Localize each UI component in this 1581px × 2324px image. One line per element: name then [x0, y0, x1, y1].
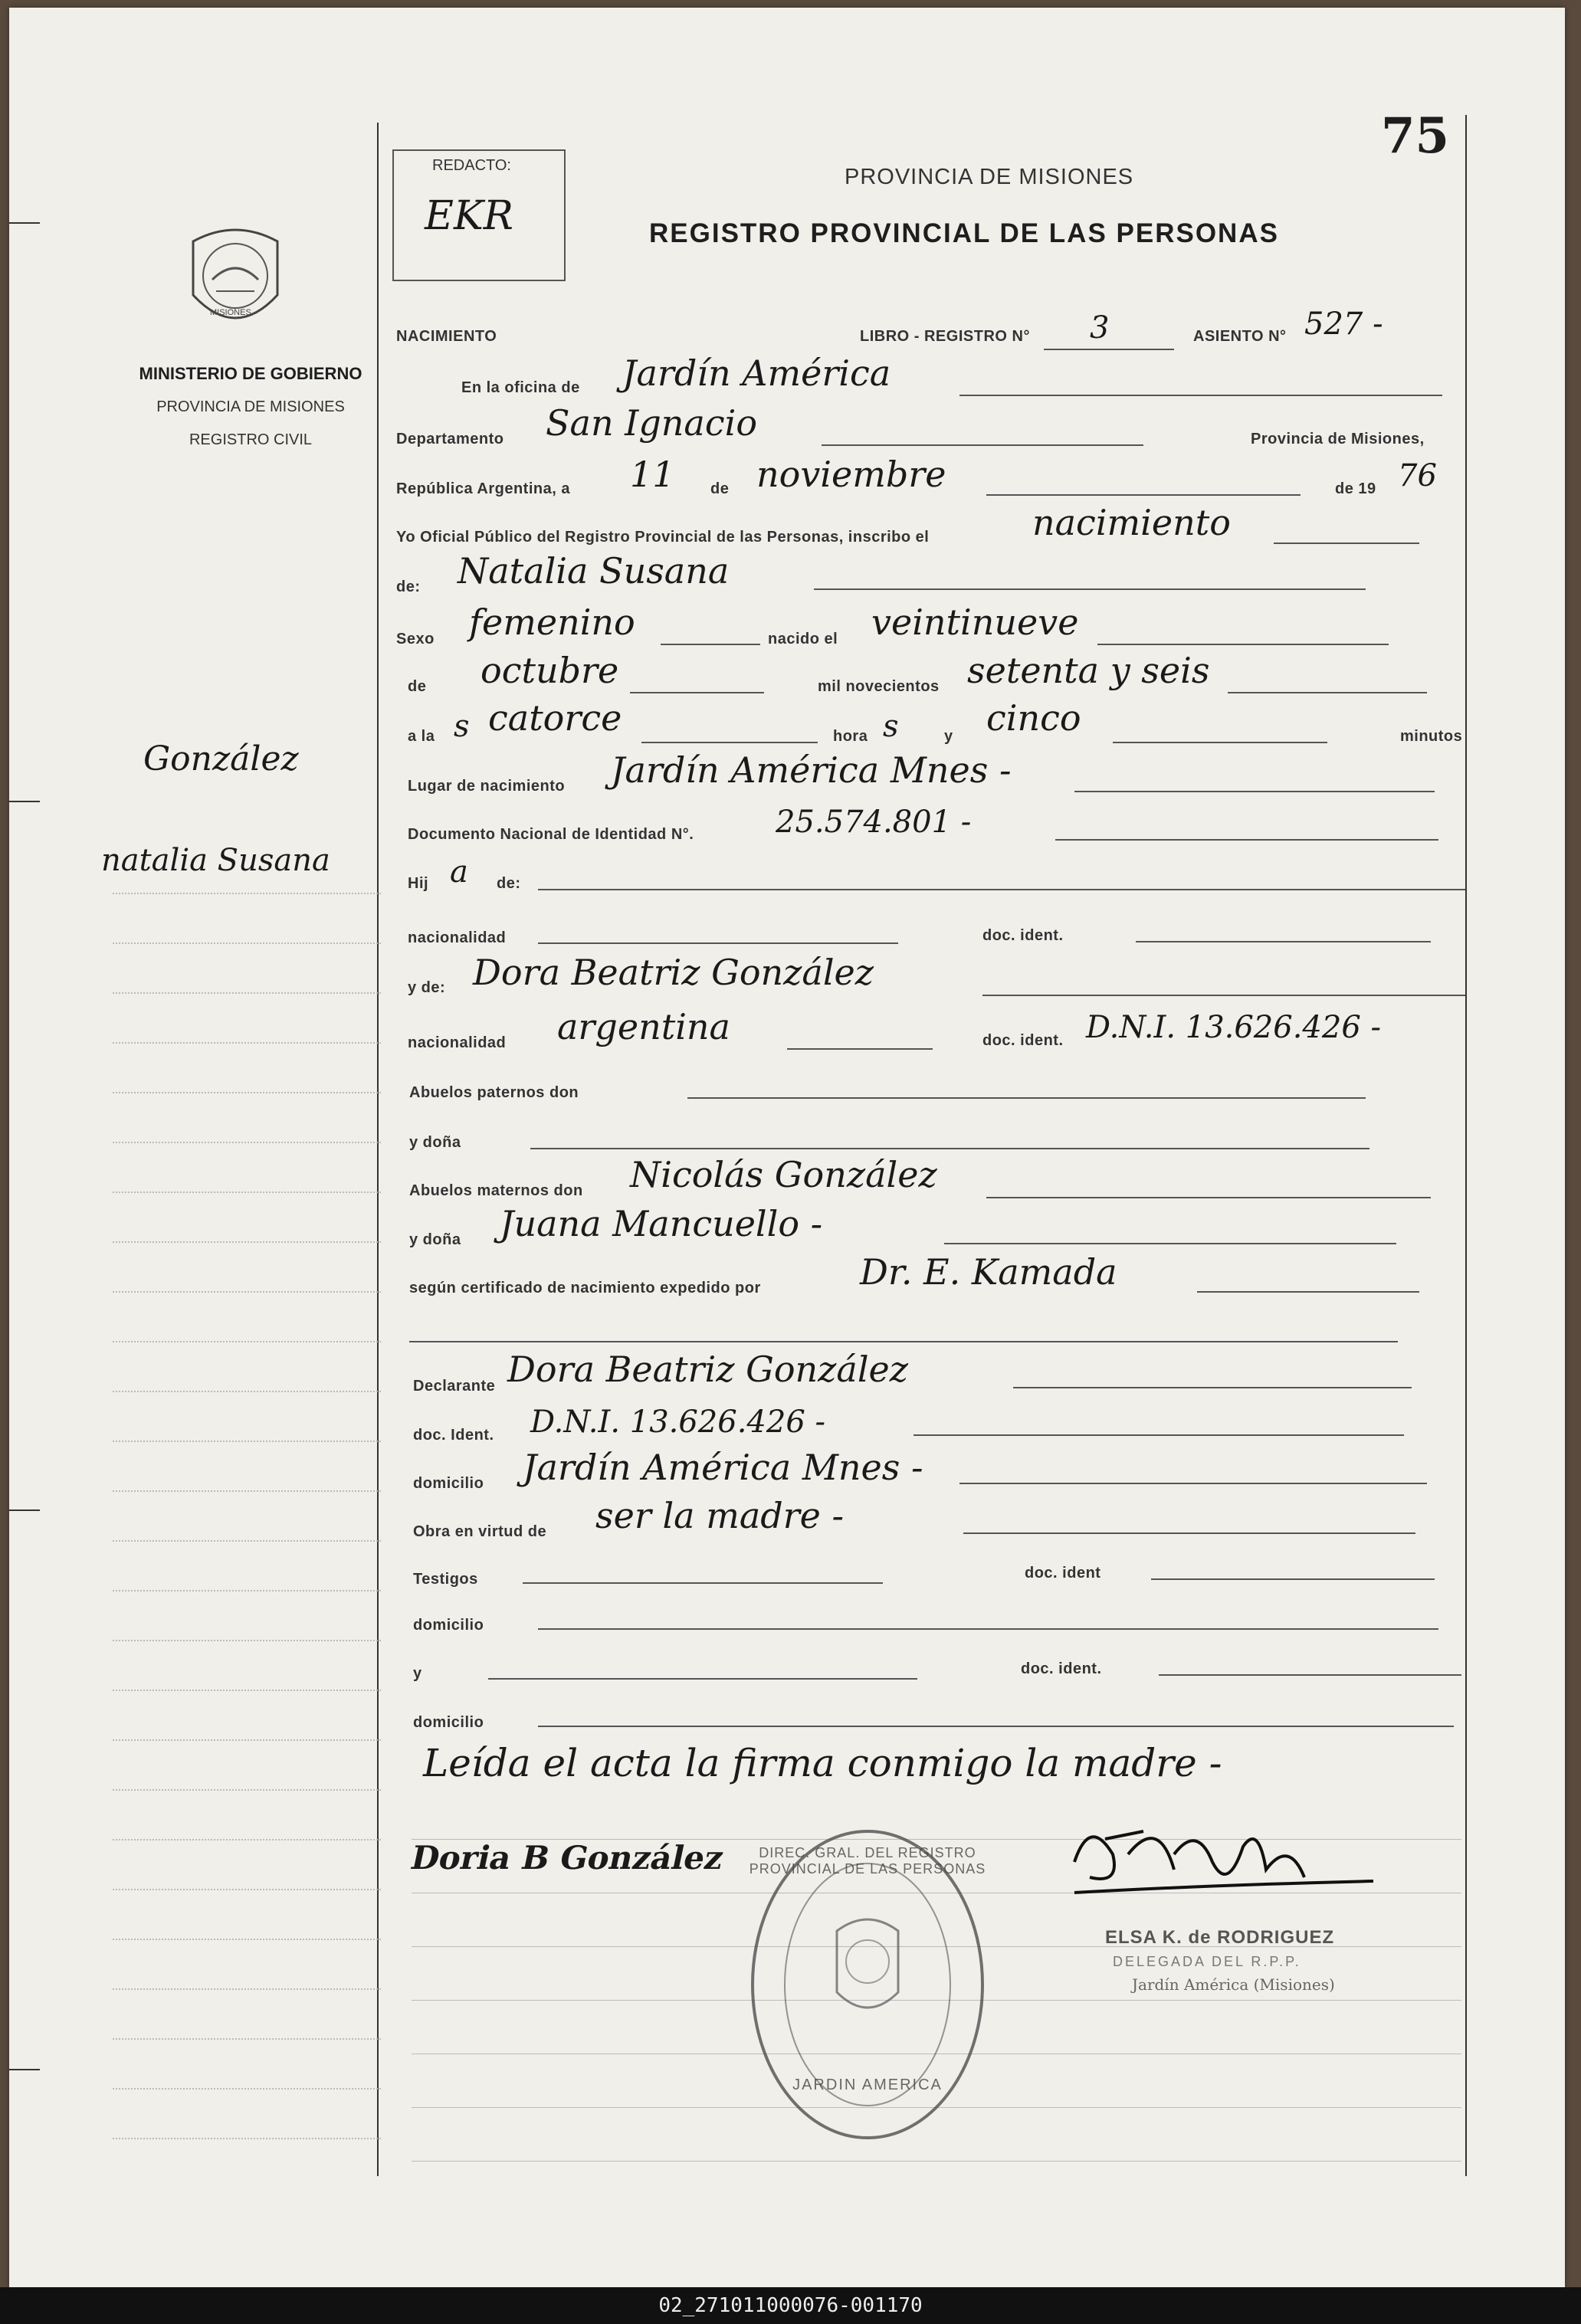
doc2-value: D.N.I. 13.626.426 -: [1086, 1010, 1381, 1045]
lugar-label: Lugar de nacimiento: [408, 778, 566, 795]
ledger-line: [113, 1988, 381, 1991]
official-title: DELEGADA DEL R.P.P.: [1113, 1954, 1301, 1969]
ledger-line: [113, 942, 381, 945]
obra-value: ser la madre -: [595, 1495, 845, 1536]
birth-year-rule: [1228, 692, 1427, 693]
declarante-rule: [1013, 1387, 1412, 1388]
name-de-label: de:: [396, 579, 421, 595]
child-name-value: Natalia Susana: [458, 550, 730, 592]
sexo-value: femenino: [469, 601, 635, 643]
declarante-value: Dora Beatriz González: [507, 1349, 909, 1390]
departamento-rule: [822, 444, 1143, 446]
doc3-rule: [1151, 1578, 1435, 1580]
domicilio2-rule: [538, 1628, 1438, 1630]
ledger-line: [113, 1192, 381, 1194]
de-label: de: [710, 480, 730, 497]
ledger-line: [113, 1241, 381, 1244]
ydona1-label: y doña: [409, 1134, 461, 1151]
segun-rule-2: [409, 1341, 1398, 1342]
domicilio-label: domicilio: [413, 1475, 484, 1492]
document-page: [9, 8, 1565, 2287]
y-label: y: [944, 728, 953, 745]
libro-value: 3: [1090, 310, 1110, 346]
domicilio-rule: [959, 1483, 1427, 1484]
libro-rule: [1044, 349, 1174, 350]
ledger-line: [113, 2138, 381, 2140]
y2-rule: [488, 1678, 917, 1680]
hij-value: a: [450, 854, 468, 890]
nacido-rule: [1097, 644, 1389, 645]
province-header: PROVINCIA DE MISIONES: [845, 165, 1134, 189]
doc2-label: doc. ident.: [982, 1032, 1064, 1049]
testigos-label: Testigos: [413, 1571, 478, 1588]
yde-label: y de:: [408, 979, 446, 996]
docident-value: D.N.I. 13.626.426 -: [530, 1405, 825, 1440]
oficina-rule: [959, 395, 1442, 396]
abuelos-paternos-label: Abuelos paternos don: [409, 1084, 579, 1101]
year-suffix-value: 76: [1398, 458, 1437, 493]
ledger-line: [113, 1042, 381, 1044]
birth-year-value: setenta y seis: [967, 650, 1210, 691]
ministry-seal: [178, 218, 293, 341]
ministry-line2: PROVINCIA DE MISIONES: [156, 398, 345, 415]
doc1-rule: [1136, 941, 1431, 942]
sexo-label: Sexo: [396, 631, 435, 647]
binding-mark: [9, 222, 40, 224]
stamp-inner-text: JARDIN AMERICA: [792, 2077, 943, 2093]
minutos-label: minutos: [1400, 728, 1463, 745]
dni-value: 25.574.801 -: [776, 805, 972, 840]
day-value: 11: [630, 454, 675, 495]
seal-text: MISIONES: [210, 308, 251, 317]
ydona1-rule: [530, 1148, 1369, 1149]
lugar-value: Jardín América Mnes -: [611, 749, 1012, 791]
ledger-line: [113, 1092, 381, 1094]
nacionalidad2-label: nacionalidad: [408, 1034, 507, 1051]
signature-left: Doria B González: [407, 1839, 727, 1877]
obra-rule: [963, 1532, 1415, 1534]
official-place: Jardín América (Misiones): [1132, 1975, 1335, 1994]
ledger-line: [113, 1291, 381, 1293]
nacionalidad2-rule: [787, 1048, 933, 1050]
abuelo-materno-value: Nicolás González: [630, 1154, 937, 1195]
mother-rule: [982, 995, 1465, 996]
ledger-rule: [412, 2161, 1461, 2162]
asiento-value: 527 -: [1304, 306, 1383, 342]
ledger-line: [113, 1889, 381, 1891]
doc4-label: doc. ident.: [1021, 1660, 1102, 1677]
asiento-label: ASIENTO N°: [1193, 328, 1287, 345]
footer-id: 02_271011000076-001170: [0, 2287, 1581, 2324]
ledger-line: [113, 1690, 381, 1692]
right-column-rule: [1465, 115, 1467, 2176]
segun-rule: [1197, 1291, 1419, 1293]
binding-mark: [9, 2069, 40, 2070]
signature-right: [1059, 1808, 1381, 1916]
redacto-initials: EKR: [425, 193, 513, 239]
dni-label: Documento Nacional de Identidad N°.: [408, 826, 694, 843]
ministry-line3: REGISTRO CIVIL: [189, 431, 313, 448]
ledger-line: [113, 1441, 381, 1443]
hij-rule: [538, 889, 1465, 890]
oficial-value: nacimiento: [1032, 502, 1231, 543]
docident-rule: [914, 1434, 1404, 1436]
declarante-label: Declarante: [413, 1378, 496, 1395]
departamento-value: San Ignacio: [546, 402, 758, 444]
year-prefix-label: de 19: [1335, 480, 1376, 497]
registry-title: REGISTRO PROVINCIAL DE LAS PERSONAS: [649, 218, 1279, 248]
abuela-materna-value: Juana Mancuello -: [500, 1203, 823, 1244]
nacionalidad1-rule: [538, 942, 898, 944]
birth-month-de-label: de: [408, 678, 427, 695]
segun-label: según certificado de nacimiento expedido por: [409, 1280, 761, 1296]
redacto-box: [392, 149, 566, 281]
mil-label: mil novecientos: [818, 678, 940, 695]
margin-given-names: natalia Susana: [101, 843, 330, 878]
closing-sentence: Leída el acta la firma conmigo la madre -: [423, 1741, 1222, 1785]
ledger-line: [113, 1839, 381, 1841]
obra-label: Obra en virtud de: [413, 1523, 547, 1540]
month-value: noviembre: [756, 454, 946, 495]
ledger-line: [113, 1789, 381, 1791]
domicilio3-rule: [538, 1726, 1454, 1727]
minutes-value: cinco: [986, 697, 1081, 739]
segun-value: Dr. E. Kamada: [860, 1251, 1117, 1293]
margin-surname: González: [143, 739, 299, 778]
hij-label: Hij: [408, 875, 429, 892]
departamento-label: Departamento: [396, 431, 504, 447]
provincia-label: Provincia de Misiones,: [1251, 431, 1425, 447]
doc3-label: doc. ident: [1025, 1565, 1101, 1582]
birth-month-value: octubre: [481, 650, 619, 691]
ledger-line: [113, 1640, 381, 1642]
domicilio-value: Jardín América Mnes -: [523, 1447, 923, 1488]
ydona2-label: y doña: [409, 1231, 461, 1248]
testigos-rule: [523, 1582, 883, 1584]
ledger-line: [113, 1142, 381, 1144]
oficina-value: Jardín América: [622, 352, 891, 394]
hij-de-label: de:: [497, 875, 521, 892]
hour-rule: [641, 742, 818, 743]
record-type-label: NACIMIENTO: [396, 328, 497, 345]
month-rule: [986, 494, 1301, 496]
abuelos-maternos-label: Abuelos maternos don: [409, 1182, 583, 1199]
left-column-rule: [377, 123, 379, 2176]
doc1-label: doc. ident.: [982, 927, 1064, 944]
ledger-line: [113, 1391, 381, 1393]
name-rule: [814, 588, 1366, 590]
lugar-rule: [1074, 791, 1435, 792]
ledger-line: [113, 1490, 381, 1493]
domicilio3-label: domicilio: [413, 1714, 484, 1731]
mother-value: Dora Beatriz González: [473, 952, 874, 993]
alas-suffix: s: [454, 709, 470, 744]
ledger-line: [113, 1590, 381, 1592]
abuelo-materno-rule: [986, 1197, 1431, 1198]
doc4-rule: [1159, 1674, 1461, 1676]
ledger-line: [113, 1939, 381, 1941]
minutes-rule: [1113, 742, 1327, 743]
stamp-text: DIREC. GRAL. DEL REGISTRO PROVINCIAL DE LAS PERSONAS: [749, 1845, 986, 1877]
republica-label: República Argentina, a: [396, 480, 570, 497]
hora-label: hora: [833, 728, 868, 745]
nacido-value: veintinueve: [871, 601, 1079, 643]
binding-mark: [9, 801, 40, 802]
dni-rule: [1055, 839, 1438, 841]
alas-label: a la: [408, 728, 435, 745]
official-name: ELSA K. de RODRIGUEZ: [1105, 1927, 1335, 1948]
oficial-rule: [1274, 542, 1419, 544]
ministry-line1: MINISTERIO DE GOBIERNO: [139, 364, 362, 383]
ledger-line: [113, 2038, 381, 2040]
page-number: 75: [1381, 107, 1450, 165]
hour-value: catorce: [488, 697, 622, 739]
redacto-label: REDACTO:: [432, 157, 511, 174]
nacionalidad1-label: nacionalidad: [408, 929, 507, 946]
nacionalidad2-value: argentina: [557, 1006, 730, 1047]
ledger-line: [113, 1739, 381, 1742]
abuela-materna-rule: [944, 1243, 1396, 1244]
ledger-line: [113, 893, 381, 895]
ledger-line: [113, 1540, 381, 1542]
ledger-line: [113, 992, 381, 995]
oficina-label: En la oficina de: [461, 379, 580, 396]
nacido-label: nacido el: [768, 631, 838, 647]
y2-label: y: [413, 1665, 422, 1682]
binding-mark: [9, 1509, 40, 1511]
oficial-label: Yo Oficial Público del Registro Provincial de las Personas, inscribo el: [396, 529, 930, 546]
docident-label: doc. Ident.: [413, 1427, 494, 1444]
domicilio2-label: domicilio: [413, 1617, 484, 1634]
libro-label: LIBRO - REGISTRO N°: [860, 328, 1030, 345]
ledger-line: [113, 1341, 381, 1343]
hora-suffix: s: [883, 709, 899, 744]
ledger-line: [113, 2088, 381, 2090]
birth-month-rule: [630, 692, 764, 693]
sexo-rule: [661, 644, 760, 645]
abuelos-paternos-rule: [687, 1097, 1366, 1099]
